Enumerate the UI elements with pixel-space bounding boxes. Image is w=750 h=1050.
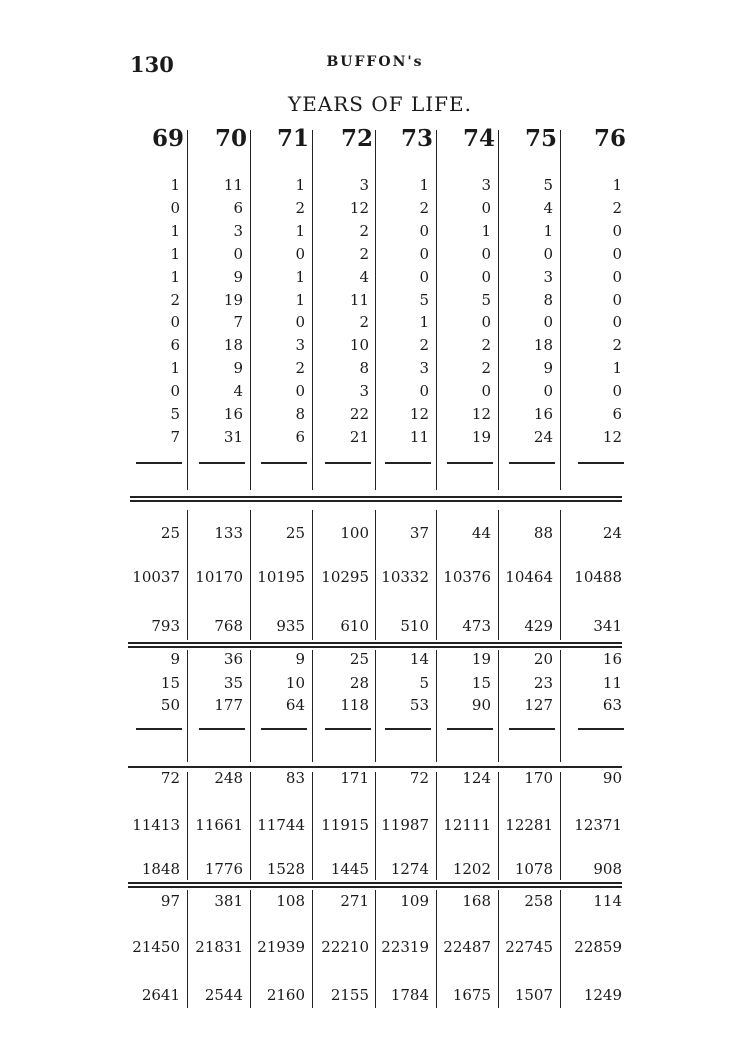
table-cell: 22319 <box>381 938 429 956</box>
table-cell: 1675 <box>452 986 491 1004</box>
table-cell: 3 <box>359 176 369 194</box>
table-cell: 0 <box>543 313 553 332</box>
table-cell: 133 <box>214 524 243 542</box>
table-cell: 0 <box>481 244 491 263</box>
table-cell: 473 <box>462 617 491 635</box>
table-cell: 12281 <box>505 816 553 834</box>
section-rule <box>128 646 622 648</box>
table-cell: 2 <box>359 221 369 240</box>
sum-rule <box>509 462 555 464</box>
table-cell: 19 <box>471 427 491 446</box>
table-cell: 258 <box>524 892 553 910</box>
table-cell: 0 <box>612 382 622 401</box>
column-rule <box>250 510 251 640</box>
table-cell: 10376 <box>443 568 491 586</box>
table-cell: 11915 <box>321 816 369 834</box>
table-cell: 11 <box>409 427 429 446</box>
table-cell: 2641 <box>141 986 180 1004</box>
table-cell: 7 <box>170 427 180 446</box>
table-cell: 16 <box>602 650 622 668</box>
table-cell: 0 <box>170 198 180 217</box>
table-cell: 2 <box>359 313 369 332</box>
table-cell: 0 <box>481 267 491 286</box>
table-cell: 10170 <box>195 568 243 586</box>
table-cell: 0 <box>295 244 305 263</box>
table-cell: 5 <box>543 176 553 194</box>
table-cell: 768 <box>214 617 243 635</box>
sum-rule <box>578 728 624 730</box>
table-cell: 11 <box>223 176 243 194</box>
sum-rule <box>199 728 245 730</box>
table-cell: 2 <box>359 244 369 263</box>
table-cell: 2544 <box>204 986 243 1004</box>
column-rule <box>498 772 499 880</box>
table-cell: 0 <box>295 382 305 401</box>
table-cell: 5 <box>481 290 491 309</box>
table-cell: 25 <box>285 524 305 542</box>
table-cell: 21831 <box>195 938 243 956</box>
table-cell: 6 <box>612 405 622 423</box>
table-cell: 1 <box>170 267 180 286</box>
table-cell: 3 <box>359 382 369 401</box>
table-cell: 6 <box>233 198 243 217</box>
column-rule <box>436 510 437 640</box>
sum-rule <box>325 462 371 464</box>
table-cell: 127 <box>524 696 553 714</box>
table-cell: 22 <box>349 405 369 423</box>
table-cell: 1 <box>295 267 305 286</box>
table-cell: 6 <box>170 336 180 355</box>
column-rule <box>498 650 499 762</box>
column-rule <box>250 772 251 880</box>
table-cell: 0 <box>419 244 429 263</box>
column-rule <box>187 130 188 490</box>
section-rule <box>128 642 622 644</box>
table-cell: 10464 <box>505 568 553 586</box>
table-cell: 1528 <box>266 860 305 878</box>
table-cell: 22487 <box>443 938 491 956</box>
section-rule <box>128 766 622 768</box>
table-cell: 22210 <box>321 938 369 956</box>
table-cell: 10 <box>349 336 369 355</box>
table-cell: 12 <box>471 405 491 423</box>
table-cell: 22745 <box>505 938 553 956</box>
column-rule <box>187 510 188 640</box>
column-rule <box>375 650 376 762</box>
table-cell: 22859 <box>574 938 622 956</box>
table-cell: 19 <box>471 650 491 668</box>
table-cell: 114 <box>593 892 622 910</box>
column-rule <box>560 510 561 640</box>
table-cell: 11987 <box>381 816 429 834</box>
table-cell: 0 <box>419 267 429 286</box>
table-cell: 15 <box>160 674 180 692</box>
section-rule <box>130 500 622 502</box>
table-cell: 2 <box>419 336 429 355</box>
sum-rule <box>325 728 371 730</box>
year-header: 75 <box>524 125 557 152</box>
table-cell: 109 <box>400 892 429 910</box>
table-cell: 935 <box>276 617 305 635</box>
sum-rule <box>385 462 431 464</box>
table-cell: 90 <box>471 696 491 714</box>
table-cell: 124 <box>462 769 491 787</box>
table-cell: 1 <box>170 176 180 194</box>
sum-rule <box>447 728 493 730</box>
column-rule <box>250 130 251 490</box>
column-rule <box>498 130 499 490</box>
table-cell: 170 <box>524 769 553 787</box>
table-cell: 3 <box>543 267 553 286</box>
table-title: YEARS OF LIFE. <box>287 92 472 116</box>
table-cell: 90 <box>602 769 622 787</box>
table-cell: 9 <box>295 650 305 668</box>
running-head: BUFFON's <box>326 54 424 70</box>
table-cell: 1 <box>295 221 305 240</box>
table-cell: 510 <box>400 617 429 635</box>
table-cell: 1249 <box>583 986 622 1004</box>
table-cell: 36 <box>223 650 243 668</box>
table-cell: 3 <box>419 359 429 378</box>
table-cell: 1507 <box>514 986 553 1004</box>
table-cell: 271 <box>340 892 369 910</box>
column-rule <box>436 130 437 490</box>
column-rule <box>375 772 376 880</box>
column-rule <box>560 650 561 762</box>
table-cell: 25 <box>160 524 180 542</box>
table-cell: 1 <box>170 221 180 240</box>
table-cell: 5 <box>419 674 429 692</box>
table-cell: 108 <box>276 892 305 910</box>
column-rule <box>187 772 188 880</box>
section-rule <box>130 496 622 498</box>
column-rule <box>560 772 561 880</box>
table-cell: 12371 <box>574 816 622 834</box>
column-rule <box>560 130 561 490</box>
column-rule <box>187 650 188 762</box>
table-cell: 12 <box>349 198 369 217</box>
table-cell: 16 <box>533 405 553 423</box>
table-cell: 100 <box>340 524 369 542</box>
table-cell: 12 <box>409 405 429 423</box>
column-rule <box>498 890 499 1008</box>
table-cell: 0 <box>170 313 180 332</box>
table-cell: 908 <box>593 860 622 878</box>
column-rule <box>375 510 376 640</box>
table-cell: 5 <box>419 290 429 309</box>
table-cell: 0 <box>419 382 429 401</box>
table-cell: 1 <box>419 176 429 194</box>
table-cell: 23 <box>533 674 553 692</box>
table-cell: 2155 <box>330 986 369 1004</box>
sum-rule <box>136 462 182 464</box>
table-cell: 4 <box>233 382 243 401</box>
table-cell: 1 <box>612 359 622 378</box>
column-rule <box>375 130 376 490</box>
table-cell: 0 <box>233 244 243 263</box>
table-cell: 72 <box>409 769 429 787</box>
column-rule <box>436 650 437 762</box>
table-cell: 10488 <box>574 568 622 586</box>
table-cell: 1784 <box>390 986 429 1004</box>
table-cell: 3 <box>295 336 305 355</box>
table-cell: 18 <box>223 336 243 355</box>
sum-rule <box>261 462 307 464</box>
table-cell: 171 <box>340 769 369 787</box>
table-cell: 12 <box>602 427 622 446</box>
column-rule <box>187 890 188 1008</box>
year-header: 69 <box>151 125 184 152</box>
table-cell: 16 <box>223 405 243 423</box>
table-cell: 10037 <box>132 568 180 586</box>
table-cell: 0 <box>481 198 491 217</box>
table-cell: 341 <box>593 617 622 635</box>
table-cell: 0 <box>481 313 491 332</box>
table-cell: 1 <box>170 244 180 263</box>
table-cell: 0 <box>612 221 622 240</box>
column-rule <box>436 772 437 880</box>
column-rule <box>312 890 313 1008</box>
table-cell: 1202 <box>452 860 491 878</box>
table-cell: 0 <box>170 382 180 401</box>
table-cell: 14 <box>409 650 429 668</box>
table-cell: 3 <box>233 221 243 240</box>
table-cell: 3 <box>481 176 491 194</box>
year-header: 74 <box>462 125 495 152</box>
table-cell: 10 <box>285 674 305 692</box>
table-cell: 429 <box>524 617 553 635</box>
table-cell: 9 <box>233 359 243 378</box>
table-cell: 21 <box>349 427 369 446</box>
table-cell: 10195 <box>257 568 305 586</box>
table-cell: 1 <box>419 313 429 332</box>
table-cell: 610 <box>340 617 369 635</box>
year-header: 71 <box>276 125 309 152</box>
table-cell: 88 <box>533 524 553 542</box>
table-cell: 1 <box>543 221 553 240</box>
table-cell: 2 <box>170 290 180 309</box>
table-cell: 118 <box>340 696 369 714</box>
sum-rule <box>385 728 431 730</box>
table-cell: 2 <box>481 336 491 355</box>
sum-rule <box>136 728 182 730</box>
table-cell: 25 <box>349 650 369 668</box>
table-cell: 21450 <box>132 938 180 956</box>
table-cell: 2 <box>612 198 622 217</box>
page-number: 130 <box>130 52 174 77</box>
table-cell: 1274 <box>390 860 429 878</box>
table-cell: 2160 <box>266 986 305 1004</box>
table-cell: 1 <box>295 176 305 194</box>
column-rule <box>250 650 251 762</box>
year-header: 76 <box>593 125 626 152</box>
table-cell: 11413 <box>132 816 180 834</box>
table-cell: 8 <box>359 359 369 378</box>
column-rule <box>498 510 499 640</box>
table-cell: 2 <box>295 359 305 378</box>
table-cell: 28 <box>349 674 369 692</box>
table-cell: 0 <box>612 313 622 332</box>
table-cell: 20 <box>533 650 553 668</box>
section-rule <box>128 882 622 884</box>
table-cell: 37 <box>409 524 429 542</box>
table-cell: 11 <box>349 290 369 309</box>
table-cell: 21939 <box>257 938 305 956</box>
table-cell: 1776 <box>204 860 243 878</box>
table-cell: 8 <box>295 405 305 423</box>
table-cell: 2 <box>612 336 622 355</box>
table-cell: 381 <box>214 892 243 910</box>
table-cell: 11 <box>602 674 622 692</box>
table-cell: 97 <box>160 892 180 910</box>
table-cell: 10332 <box>381 568 429 586</box>
sum-rule <box>447 462 493 464</box>
sum-rule <box>509 728 555 730</box>
table-cell: 19 <box>223 290 243 309</box>
table-cell: 83 <box>285 769 305 787</box>
sum-rule <box>261 728 307 730</box>
table-cell: 4 <box>359 267 369 286</box>
table-cell: 31 <box>223 427 243 446</box>
table-cell: 12111 <box>443 816 491 834</box>
table-cell: 168 <box>462 892 491 910</box>
table-cell: 1 <box>612 176 622 194</box>
table-cell: 793 <box>151 617 180 635</box>
year-header: 70 <box>214 125 247 152</box>
table-cell: 53 <box>409 696 429 714</box>
table-cell: 1 <box>481 221 491 240</box>
column-rule <box>312 650 313 762</box>
column-rule <box>250 890 251 1008</box>
table-cell: 5 <box>170 405 180 423</box>
column-rule <box>312 130 313 490</box>
table-cell: 35 <box>223 674 243 692</box>
table-cell: 8 <box>543 290 553 309</box>
table-cell: 7 <box>233 313 243 332</box>
year-header: 73 <box>400 125 433 152</box>
table-cell: 0 <box>295 313 305 332</box>
column-rule <box>560 890 561 1008</box>
table-cell: 2 <box>481 359 491 378</box>
table-cell: 10295 <box>321 568 369 586</box>
table-cell: 18 <box>533 336 553 355</box>
column-rule <box>312 510 313 640</box>
table-cell: 9 <box>170 650 180 668</box>
table-cell: 0 <box>612 290 622 309</box>
table-cell: 11661 <box>195 816 243 834</box>
table-cell: 1848 <box>141 860 180 878</box>
table-cell: 72 <box>160 769 180 787</box>
table-cell: 11744 <box>257 816 305 834</box>
table-cell: 248 <box>214 769 243 787</box>
table-cell: 177 <box>214 696 243 714</box>
table-cell: 64 <box>285 696 305 714</box>
column-rule <box>436 890 437 1008</box>
section-rule <box>128 886 622 888</box>
table-cell: 0 <box>543 382 553 401</box>
sum-rule <box>199 462 245 464</box>
sum-rule <box>578 462 624 464</box>
table-cell: 63 <box>602 696 622 714</box>
table-cell: 15 <box>471 674 491 692</box>
table-cell: 0 <box>543 244 553 263</box>
table-cell: 24 <box>533 427 553 446</box>
column-rule <box>375 890 376 1008</box>
table-cell: 9 <box>233 267 243 286</box>
column-rule <box>312 772 313 880</box>
table-cell: 2 <box>419 198 429 217</box>
table-cell: 1445 <box>330 860 369 878</box>
table-cell: 1 <box>170 359 180 378</box>
table-cell: 4 <box>543 198 553 217</box>
table-cell: 2 <box>295 198 305 217</box>
table-cell: 50 <box>160 696 180 714</box>
table-cell: 0 <box>419 221 429 240</box>
table-cell: 24 <box>602 524 622 542</box>
table-cell: 1 <box>295 290 305 309</box>
table-cell: 0 <box>481 382 491 401</box>
table-cell: 6 <box>295 427 305 446</box>
table-cell: 0 <box>612 244 622 263</box>
table-cell: 44 <box>471 524 491 542</box>
year-header: 72 <box>340 125 373 152</box>
table-cell: 9 <box>543 359 553 378</box>
table-cell: 1078 <box>514 860 553 878</box>
table-cell: 0 <box>612 267 622 286</box>
